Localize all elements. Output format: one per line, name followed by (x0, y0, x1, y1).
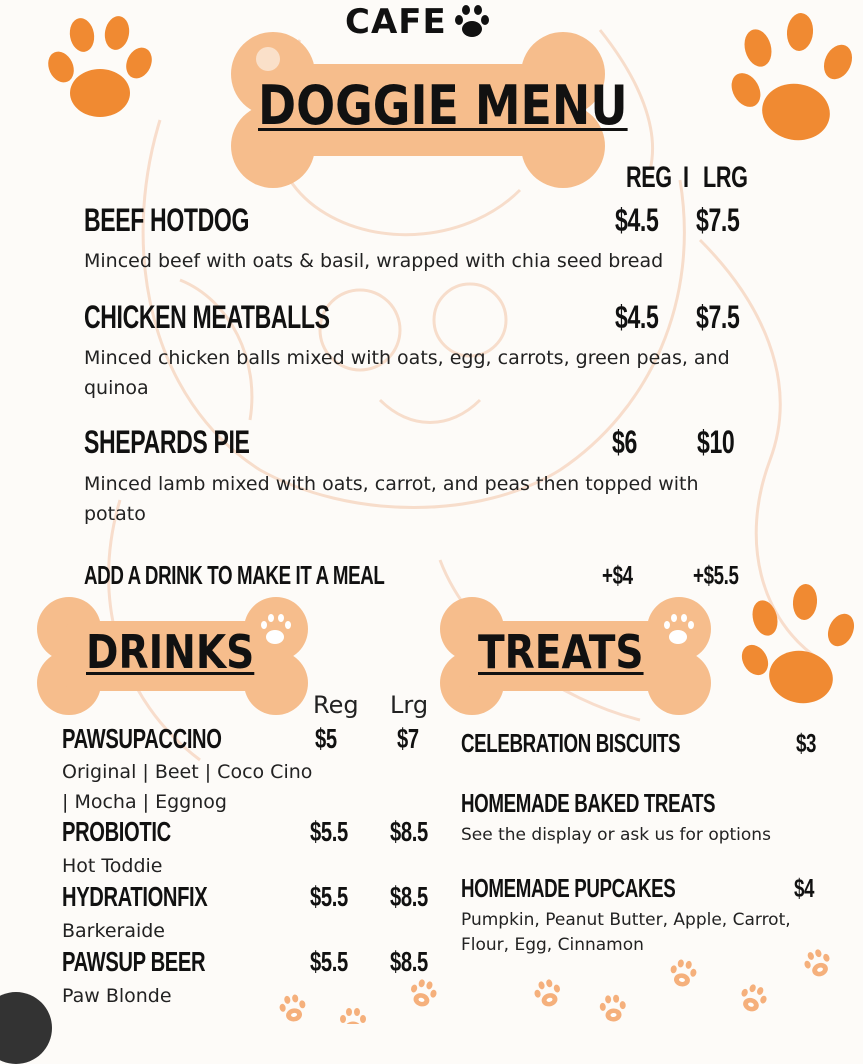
meal-description: Minced chicken balls mixed with oats, egg, carrots, green peas, and (84, 347, 730, 369)
drink-price-reg: $5.5 (310, 881, 348, 912)
paw-icon (35, 5, 165, 135)
drink-price-lrg: $7 (397, 723, 419, 754)
drinks-col-reg: Reg (313, 691, 359, 719)
treats-title: TREATS (478, 625, 644, 679)
paw-icon (733, 582, 863, 722)
drink-price-reg: $5 (315, 723, 337, 754)
col-reg-header: REG (626, 161, 672, 194)
drink-description: | Mocha | Eggnog (62, 791, 227, 813)
paw-icon (718, 10, 863, 160)
drink-name: PAWSUP BEER (62, 946, 206, 977)
page-title: DOGGIE MENU (258, 74, 628, 137)
meal-description: Minced beef with oats & basil, wrapped with chia seed bread (84, 250, 664, 272)
drink-description: Hot Toddie (62, 855, 163, 877)
treat-description: Flour, Egg, Cinnamon (461, 935, 644, 955)
meal-name: CHICKEN MEATBALLS (84, 299, 330, 335)
meal-price-lrg: $10 (697, 424, 735, 460)
treat-price: $4 (794, 873, 815, 903)
drinks-title: DRINKS (86, 625, 255, 679)
drink-name: HYDRATIONFIX (62, 881, 208, 912)
addon-price-lrg: +$5.5 (693, 560, 739, 590)
treat-description: Pumpkin, Peanut Butter, Apple, Carrot, (461, 910, 791, 930)
meal-name: BEEF HOTDOG (84, 202, 250, 238)
drinks-col-lrg: Lrg (390, 691, 429, 719)
drink-description: Original | Beet | Coco Cino (62, 761, 313, 783)
addon-label: ADD A DRINK TO MAKE IT A MEAL (84, 560, 385, 590)
drink-description: Paw Blonde (62, 985, 172, 1007)
paw-prints-decoration (263, 934, 863, 1024)
drink-name: PAWSUPACCINO (62, 723, 222, 754)
col-lrg-header: LRG (703, 161, 748, 194)
meal-description: quinoa (84, 377, 149, 399)
meal-price-lrg: $7.5 (696, 299, 740, 335)
treat-name: HOMEMADE PUPCAKES (461, 873, 676, 903)
meal-description: potato (84, 503, 146, 525)
drink-description: Barkeraide (62, 920, 165, 942)
drink-price-lrg: $8.5 (390, 816, 428, 847)
paw-icon (453, 4, 491, 40)
treat-price: $3 (796, 728, 817, 758)
drink-price-reg: $5.5 (310, 816, 348, 847)
drink-price-lrg: $8.5 (390, 881, 428, 912)
treat-name: CELEBRATION BISCUITS (461, 728, 681, 758)
meal-name: SHEPARDS PIE (84, 424, 250, 460)
treat-description: See the display or ask us for options (461, 825, 771, 845)
meal-price-reg: $4.5 (615, 202, 659, 238)
addon-price-reg: +$4 (602, 560, 633, 590)
meal-price-reg: $4.5 (615, 299, 659, 335)
drink-price-lrg: $8.5 (390, 946, 428, 977)
drink-name: PROBIOTIC (62, 816, 171, 847)
meal-description: Minced lamb mixed with oats, carrot, and peas then topped with (84, 473, 699, 495)
drink-price-reg: $5.5 (310, 946, 348, 977)
treat-name: HOMEMADE BAKED TREATS (461, 788, 716, 818)
cafe-label: CAFE (345, 2, 447, 42)
meal-price-lrg: $7.5 (696, 202, 740, 238)
meal-price-reg: $6 (612, 424, 637, 460)
col-separator: I (683, 161, 689, 194)
